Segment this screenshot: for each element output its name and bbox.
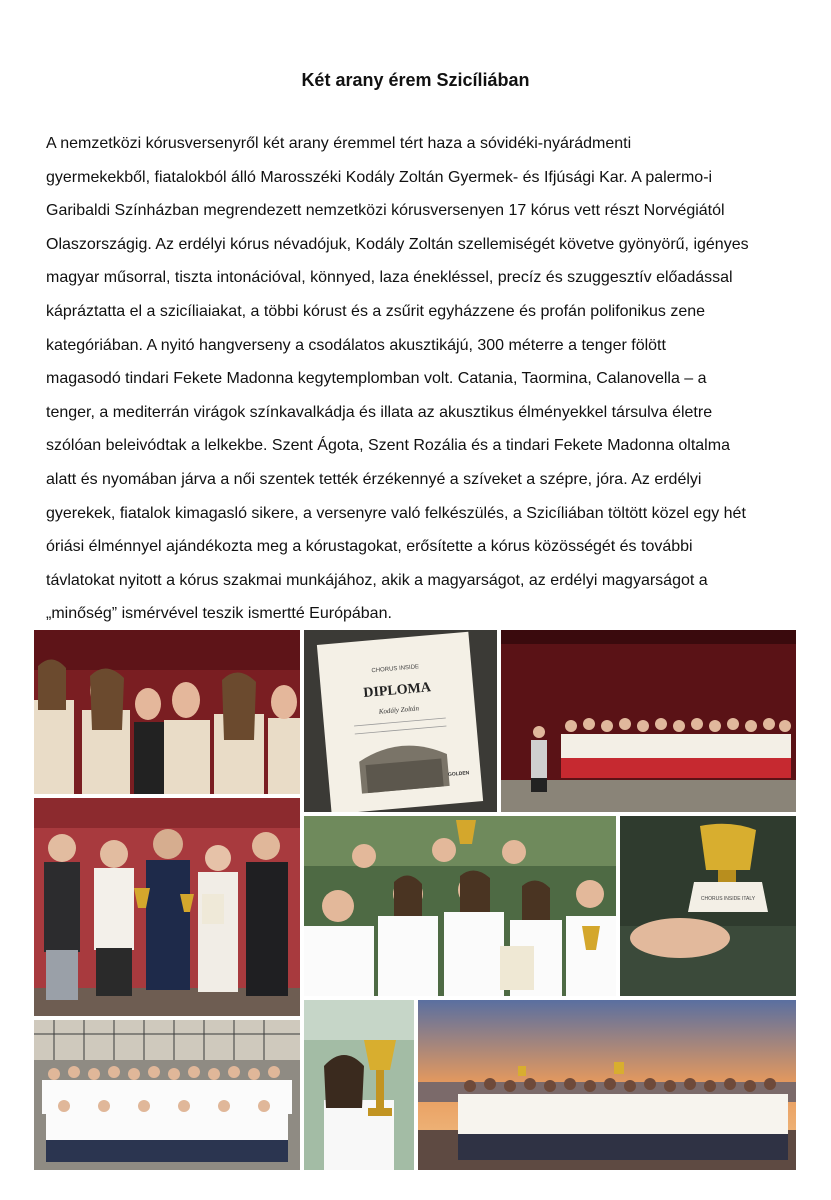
article-line: kápráztatta el a szicíliaiakat, a többi kórust és a zsűrit egyházzene és profán polifonikus zene [46,302,706,320]
article-line: gyermekekből, fiatalokból álló Marosszéki Kodály Zoltán Gyermek- és Ifjúsági Kar. A palermo-i [46,168,713,186]
article-line: A nemzetközi kórusversenyről két arany éremmel tért haza a sóvidéki-nyárádmenti [46,135,632,152]
photo-trophy-raised [304,1000,414,1170]
article-line: szólóan beleivódtak a lelkekbe. Szent Ágota, Szent Rozália és a tindari Fekete Madonna oltalma [46,437,730,455]
article-line: tenger, a mediterrán virágok színkavalkádja és illata az akusztikus élményekkel társulva életre [46,403,713,421]
diploma-header: CHORUS INSIDE [371,664,420,675]
article-line: Olaszországig. Az erdélyi kórus névadójuk, Kodály Zoltán szellemiségét követve gyönyörű, igényes [46,235,749,253]
article-line: kategóriában. A nyitó hangverseny a csodálatos akusztikájú, 300 méterre a tenger fölött [46,336,666,354]
article-line: Garibaldi Színházban megrendezett nemzetközi kórusversenyen 17 kórus vett részt Norvégiától [46,202,725,220]
diploma-award: GOLDEN [447,770,470,779]
article-body [46,127,806,631]
article-line: gyerekek, fiatalok kimagasló sikere, a versenyre való felkészülés, a Szicíliában töltött közel egy hét [46,504,746,522]
photo-sunset-group [418,1000,796,1170]
photo-award-group [34,798,300,1016]
photo-stage-performance [501,630,796,812]
page-title: Két arany érem Szicíliában [301,70,530,90]
article-line: magasodó tindari Fekete Madonna kegytemplomban volt. Catania, Taormina, Calanovella – a [46,370,707,388]
photo-trophy-closeup [620,816,796,996]
photo-diploma [304,630,497,812]
photo-choir-closeup [34,630,300,794]
diploma-name: Kodály Zoltán [378,704,420,716]
photo-celebration [304,816,616,996]
photo-group-courtyard [34,1020,300,1170]
diploma-title: DIPLOMA [362,680,432,702]
article-line: óriási élménnyel ajándékozta meg a kórustagokat, erősítette a kórus közösségét és további [46,538,693,556]
article-line: távlatokat nyitott a kórus szakmai munkájához, akik a magyarságot, az erdélyi magyarságot a [46,571,708,589]
article-line: „minőség” ismérvével teszik ismertté Európában. [46,605,392,623]
trophy-plaque-text: CHORUS INSIDE ITALY [700,896,756,902]
article-line: alatt és nyomában járva a női szentek tették érzékennyé a szíveket a szépre, jóra. Az erdélyi [46,470,702,488]
article-line: magyar műsorral, tiszta intonációval, könnyed, laza énekléssel, precíz és szuggesztív előadással [46,269,733,287]
